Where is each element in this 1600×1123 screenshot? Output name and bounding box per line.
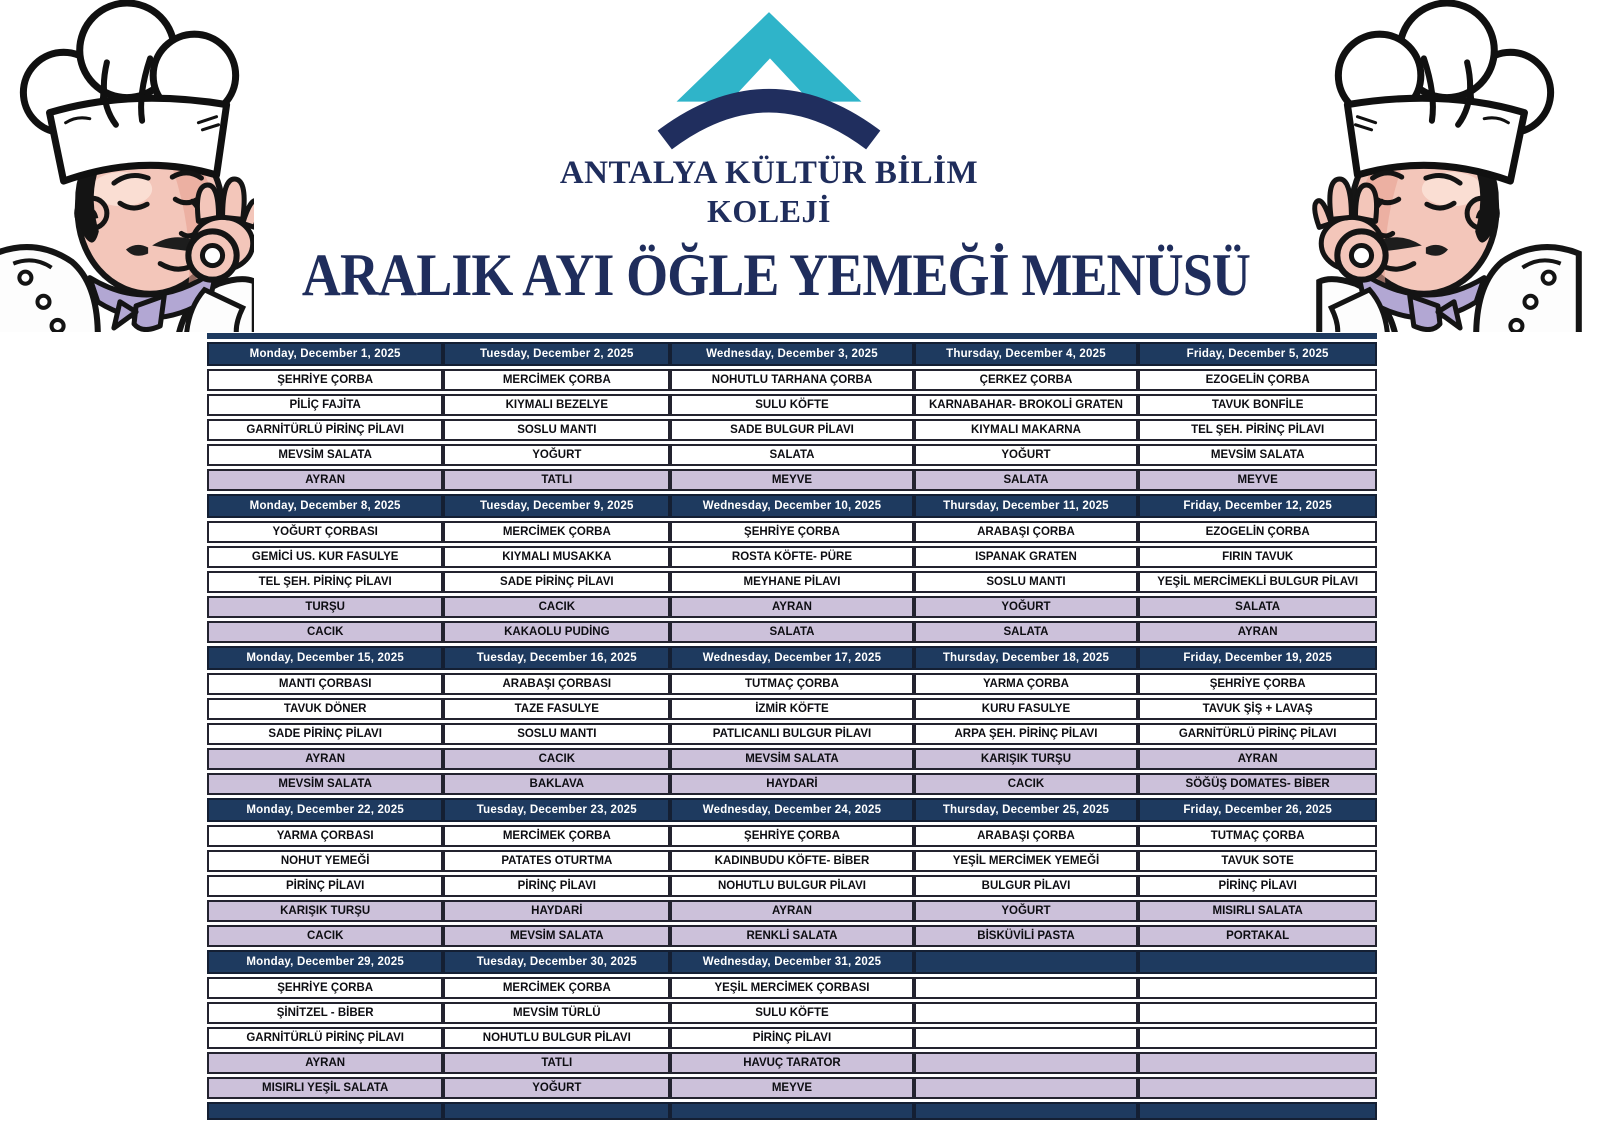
dish-cell: NOHUT YEMEĞİ (207, 850, 443, 872)
menu-row (207, 875, 1377, 897)
dish-cell: MERCİMEK ÇORBA (443, 825, 670, 847)
chef-ok-gesture-icon-mirrored (1294, 0, 1600, 332)
dish-cell: SALATA (1138, 596, 1377, 618)
menu-row (207, 1027, 1377, 1049)
dish-cell: SÖĞÜŞ DOMATES- BİBER (1138, 773, 1377, 795)
dish-cell: AYRAN (207, 1052, 443, 1074)
menu-row (207, 394, 1377, 416)
menu-table-body (207, 342, 1377, 1120)
menu-row (207, 469, 1377, 491)
dish-cell (914, 1077, 1139, 1099)
menu-row (207, 1077, 1377, 1099)
dish-cell: CACIK (443, 748, 670, 770)
dish-cell: ŞEHRİYE ÇORBA (207, 977, 443, 999)
week-4-header-row (207, 798, 1377, 822)
dish-cell: KADINBUDU KÖFTE- BİBER (670, 850, 913, 872)
dish-cell: BULGUR PİLAVI (914, 875, 1139, 897)
dish-cell (914, 1002, 1139, 1024)
dish-cell: KURU FASULYE (914, 698, 1139, 720)
dish-cell: RENKLİ SALATA (670, 925, 913, 947)
dish-cell: MEVSİM SALATA (207, 773, 443, 795)
dish-cell: TAVUK BONFİLE (1138, 394, 1377, 416)
dish-cell (914, 977, 1139, 999)
dish-cell: KIYMALI MUSAKKA (443, 546, 670, 568)
dish-cell: FIRIN TAVUK (1138, 546, 1377, 568)
dish-cell (914, 1027, 1139, 1049)
dish-cell: KIYMALI MAKARNA (914, 419, 1139, 441)
dish-cell: YARMA ÇORBASI (207, 825, 443, 847)
dish-cell: AYRAN (1138, 748, 1377, 770)
dish-cell: İZMİR KÖFTE (670, 698, 913, 720)
dish-cell: MERCİMEK ÇORBA (443, 977, 670, 999)
menu-row (207, 698, 1377, 720)
date-header-cell: Thursday, December 11, 2025 (914, 494, 1139, 518)
date-header-cell: Tuesday, December 30, 2025 (443, 950, 670, 974)
dish-cell: SADE PİRİNÇ PİLAVI (207, 723, 443, 745)
dish-cell: MEVSİM SALATA (670, 748, 913, 770)
dish-cell: MEYVE (670, 1077, 913, 1099)
dish-cell: KAKAOLU PUDİNG (443, 621, 670, 643)
dish-cell: TATLI (443, 469, 670, 491)
date-header-cell: Friday, December 5, 2025 (1138, 342, 1377, 366)
dish-cell: HAYDARİ (670, 773, 913, 795)
dish-cell: ŞEHRİYE ÇORBA (207, 369, 443, 391)
dish-cell: SALATA (914, 469, 1139, 491)
dish-cell: YEŞİL MERCİMEKLİ BULGUR PİLAVI (1138, 571, 1377, 593)
dish-cell: MANTI ÇORBASI (207, 673, 443, 695)
dish-cell: SALATA (670, 621, 913, 643)
date-header-cell: Thursday, December 25, 2025 (914, 798, 1139, 822)
date-header-cell: Wednesday, December 24, 2025 (670, 798, 913, 822)
table-footer-row (207, 1102, 1377, 1120)
dish-cell: SOSLU MANTI (443, 419, 670, 441)
dish-cell: TUTMAÇ ÇORBA (670, 673, 913, 695)
date-header-cell: Thursday, December 18, 2025 (914, 646, 1139, 670)
dish-cell: MEYVE (1138, 469, 1377, 491)
dish-cell: ISPANAK GRATEN (914, 546, 1139, 568)
dish-cell: AYRAN (207, 469, 443, 491)
menu-row (207, 825, 1377, 847)
dish-cell: MISIRLI YEŞİL SALATA (207, 1077, 443, 1099)
dish-cell: MEYHANE PİLAVI (670, 571, 913, 593)
week-3-header-row (207, 646, 1377, 670)
dish-cell: PİRİNÇ PİLAVI (1138, 875, 1377, 897)
date-header-cell: Tuesday, December 2, 2025 (443, 342, 670, 366)
dish-cell: KARIŞIK TURŞU (914, 748, 1139, 770)
date-header-cell: Tuesday, December 23, 2025 (443, 798, 670, 822)
chef-illustration (1294, 0, 1600, 332)
menu-row (207, 673, 1377, 695)
date-header-cell: Wednesday, December 10, 2025 (670, 494, 913, 518)
chef-ok-gesture-icon (0, 0, 254, 332)
dish-cell: MEVSİM SALATA (1138, 444, 1377, 466)
dish-cell: MEVSİM TÜRLÜ (443, 1002, 670, 1024)
dish-cell: PATATES OTURTMA (443, 850, 670, 872)
menu-row (207, 521, 1377, 543)
dish-cell: PATLICANLI BULGUR PİLAVI (670, 723, 913, 745)
dish-cell: AYRAN (670, 596, 913, 618)
dish-cell: ŞEHRİYE ÇORBA (670, 825, 913, 847)
menu-row (207, 444, 1377, 466)
dish-cell: EZOGELİN ÇORBA (1138, 521, 1377, 543)
menu-row (207, 773, 1377, 795)
date-header-cell (1138, 950, 1377, 974)
dish-cell: EZOGELİN ÇORBA (1138, 369, 1377, 391)
menu-row (207, 723, 1377, 745)
date-header-cell: Tuesday, December 9, 2025 (443, 494, 670, 518)
week-1-header-row (207, 342, 1377, 366)
menu-row (207, 571, 1377, 593)
dish-cell: BİSKÜVİLİ PASTA (914, 925, 1139, 947)
dish-cell: NOHUTLU BULGUR PİLAVI (443, 1027, 670, 1049)
dish-cell: SALATA (670, 444, 913, 466)
dish-cell: CACIK (207, 925, 443, 947)
dish-cell: GARNİTÜRLÜ PİRİNÇ PİLAVI (1138, 723, 1377, 745)
dish-cell: YEŞİL MERCİMEK ÇORBASI (670, 977, 913, 999)
menu-row (207, 925, 1377, 947)
dish-cell: CACIK (443, 596, 670, 618)
date-header-cell: Monday, December 29, 2025 (207, 950, 443, 974)
dish-cell: GARNİTÜRLÜ PİRİNÇ PİLAVI (207, 419, 443, 441)
dish-cell: TEL ŞEH. PİRİNÇ PİLAVI (1138, 419, 1377, 441)
menu-row (207, 977, 1377, 999)
mountain-peak-swoosh-logo-icon (651, 6, 887, 154)
menu-row (207, 369, 1377, 391)
menu-table-container (207, 333, 1377, 1123)
dish-cell: AYRAN (670, 900, 913, 922)
dish-cell: KARNABAHAR- BROKOLİ GRATEN (914, 394, 1139, 416)
dish-cell: PİLİÇ FAJİTA (207, 394, 443, 416)
date-header-cell: Monday, December 22, 2025 (207, 798, 443, 822)
dish-cell: MERCİMEK ÇORBA (443, 369, 670, 391)
dish-cell: TEL ŞEH. PİRİNÇ PİLAVI (207, 571, 443, 593)
dish-cell: YEŞİL MERCİMEK YEMEĞİ (914, 850, 1139, 872)
footer-cell (670, 1102, 913, 1120)
menu-row (207, 419, 1377, 441)
dish-cell (1138, 1077, 1377, 1099)
footer-cell (443, 1102, 670, 1120)
dish-cell: YOĞURT (914, 596, 1139, 618)
page-header (250, 0, 1288, 310)
dish-cell: PİRİNÇ PİLAVI (207, 875, 443, 897)
week-2-header-row (207, 494, 1377, 518)
dish-cell (1138, 1052, 1377, 1074)
dish-cell (1138, 977, 1377, 999)
menu-table (207, 339, 1377, 1123)
date-header-cell: Friday, December 19, 2025 (1138, 646, 1377, 670)
dish-cell: MEYVE (670, 469, 913, 491)
dish-cell: YOĞURT (443, 1077, 670, 1099)
dish-cell: BAKLAVA (443, 773, 670, 795)
dish-cell: CACIK (207, 621, 443, 643)
dish-cell: ÇERKEZ ÇORBA (914, 369, 1139, 391)
dish-cell: TURŞU (207, 596, 443, 618)
dish-cell: GARNİTÜRLÜ PİRİNÇ PİLAVI (207, 1027, 443, 1049)
menu-row (207, 850, 1377, 872)
dish-cell: SULU KÖFTE (670, 394, 913, 416)
dish-cell: KIYMALI BEZELYE (443, 394, 670, 416)
date-header-cell: Friday, December 26, 2025 (1138, 798, 1377, 822)
dish-cell: PİRİNÇ PİLAVI (670, 1027, 913, 1049)
dish-cell: HAVUÇ TARATOR (670, 1052, 913, 1074)
dish-cell (1138, 1027, 1377, 1049)
dish-cell: SOSLU MANTI (443, 723, 670, 745)
date-header-cell: Monday, December 8, 2025 (207, 494, 443, 518)
date-header-cell: Tuesday, December 16, 2025 (443, 646, 670, 670)
dish-cell: SOSLU MANTI (914, 571, 1139, 593)
school-name-line1: ANTALYA KÜLTÜR BİLİM (559, 155, 979, 191)
dish-cell: YOĞURT (914, 900, 1139, 922)
dish-cell: NOHUTLU BULGUR PİLAVI (670, 875, 913, 897)
menu-row (207, 546, 1377, 568)
dish-cell: ARPA ŞEH. PİRİNÇ PİLAVI (914, 723, 1139, 745)
dish-cell: YOĞURT (443, 444, 670, 466)
dish-cell: TAVUK DÖNER (207, 698, 443, 720)
dish-cell: TATLI (443, 1052, 670, 1074)
page-title: ARALIK AYI ÖĞLE YEMEĞİ MENÜSÜ (301, 242, 1250, 308)
menu-row (207, 1052, 1377, 1074)
date-header-cell: Friday, December 12, 2025 (1138, 494, 1377, 518)
dish-cell: AYRAN (1138, 621, 1377, 643)
dish-cell: MERCİMEK ÇORBA (443, 521, 670, 543)
footer-cell (914, 1102, 1139, 1120)
week-5-header-row (207, 950, 1377, 974)
dish-cell: ARABAŞI ÇORBASI (443, 673, 670, 695)
dish-cell: ŞEHRİYE ÇORBA (670, 521, 913, 543)
dish-cell: ARABAŞI ÇORBA (914, 825, 1139, 847)
dish-cell: MISIRLI SALATA (1138, 900, 1377, 922)
menu-row (207, 621, 1377, 643)
dish-cell: YOĞURT (914, 444, 1139, 466)
dish-cell: SADE BULGUR PİLAVI (670, 419, 913, 441)
dish-cell: SULU KÖFTE (670, 1002, 913, 1024)
date-header-cell: Wednesday, December 17, 2025 (670, 646, 913, 670)
date-header-cell: Thursday, December 4, 2025 (914, 342, 1139, 366)
dish-cell: ARABAŞI ÇORBA (914, 521, 1139, 543)
footer-cell (1138, 1102, 1377, 1120)
dish-cell: ROSTA KÖFTE- PÜRE (670, 546, 913, 568)
dish-cell: NOHUTLU TARHANA ÇORBA (670, 369, 913, 391)
dish-cell (1138, 1002, 1377, 1024)
chef-illustration (0, 0, 254, 332)
dish-cell: YARMA ÇORBA (914, 673, 1139, 695)
menu-row (207, 748, 1377, 770)
dish-cell: SADE PİRİNÇ PİLAVI (443, 571, 670, 593)
date-header-cell (914, 950, 1139, 974)
dish-cell: MEVSİM SALATA (207, 444, 443, 466)
school-name-line2: KOLEJİ (707, 193, 831, 229)
date-header-cell: Monday, December 15, 2025 (207, 646, 443, 670)
dish-cell: TUTMAÇ ÇORBA (1138, 825, 1377, 847)
menu-row (207, 596, 1377, 618)
footer-cell (207, 1102, 443, 1120)
date-header-cell: Monday, December 1, 2025 (207, 342, 443, 366)
dish-cell: AYRAN (207, 748, 443, 770)
dish-cell: PİRİNÇ PİLAVI (443, 875, 670, 897)
date-header-cell: Wednesday, December 3, 2025 (670, 342, 913, 366)
dish-cell: TAVUK ŞİŞ + LAVAŞ (1138, 698, 1377, 720)
dish-cell: YOĞURT ÇORBASI (207, 521, 443, 543)
dish-cell: PORTAKAL (1138, 925, 1377, 947)
menu-row (207, 900, 1377, 922)
dish-cell: CACIK (914, 773, 1139, 795)
dish-cell: ŞEHRİYE ÇORBA (1138, 673, 1377, 695)
dish-cell: HAYDARİ (443, 900, 670, 922)
menu-row (207, 1002, 1377, 1024)
dish-cell: MEVSİM SALATA (443, 925, 670, 947)
dish-cell: KARIŞIK TURŞU (207, 900, 443, 922)
dish-cell: TAZE FASULYE (443, 698, 670, 720)
dish-cell: TAVUK SOTE (1138, 850, 1377, 872)
dish-cell: SALATA (914, 621, 1139, 643)
dish-cell (914, 1052, 1139, 1074)
date-header-cell: Wednesday, December 31, 2025 (670, 950, 913, 974)
dish-cell: ŞİNİTZEL - BİBER (207, 1002, 443, 1024)
dish-cell: GEMİCİ US. KUR FASULYE (207, 546, 443, 568)
